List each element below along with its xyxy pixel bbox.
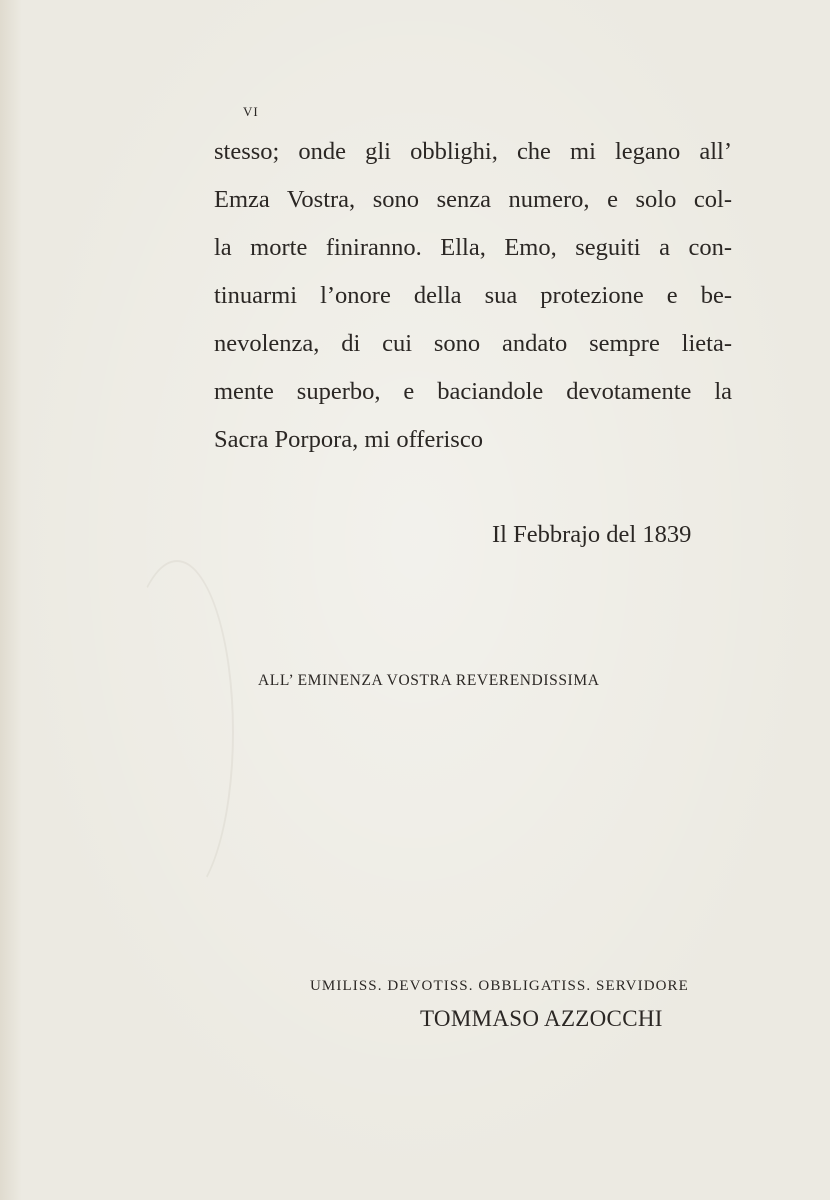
text-line: stesso; onde gli obblighi, che mi legano all’ — [214, 138, 732, 165]
text-line: tinuarmi l’onore della sua protezione e be- — [214, 282, 732, 309]
text-line: Emza Vostra, sono senza numero, e solo col- — [214, 186, 732, 213]
bleed-through-mark — [120, 560, 234, 904]
text-line: la morte finiranno. Ella, Emo, seguiti a con- — [214, 234, 732, 261]
salutation: ALL’ EMINENZA VOSTRA REVERENDISSIMA — [258, 672, 600, 689]
text-line: Sacra Porpora, mi offerisco — [214, 426, 483, 453]
page-number: VI — [243, 104, 259, 119]
text-line: nevolenza, di cui sono andato sempre lieta- — [214, 330, 732, 357]
body-paragraph — [214, 128, 732, 464]
date-line: Il Febbrajo del 1839 — [492, 521, 692, 548]
signature-name: TOMMASO AZZOCCHI — [420, 1006, 663, 1031]
closing-formula: UMILISS. DEVOTISS. OBBLIGATISS. SERVIDORE — [310, 978, 689, 994]
text-line: mente superbo, e baciandole devotamente la — [214, 378, 732, 405]
